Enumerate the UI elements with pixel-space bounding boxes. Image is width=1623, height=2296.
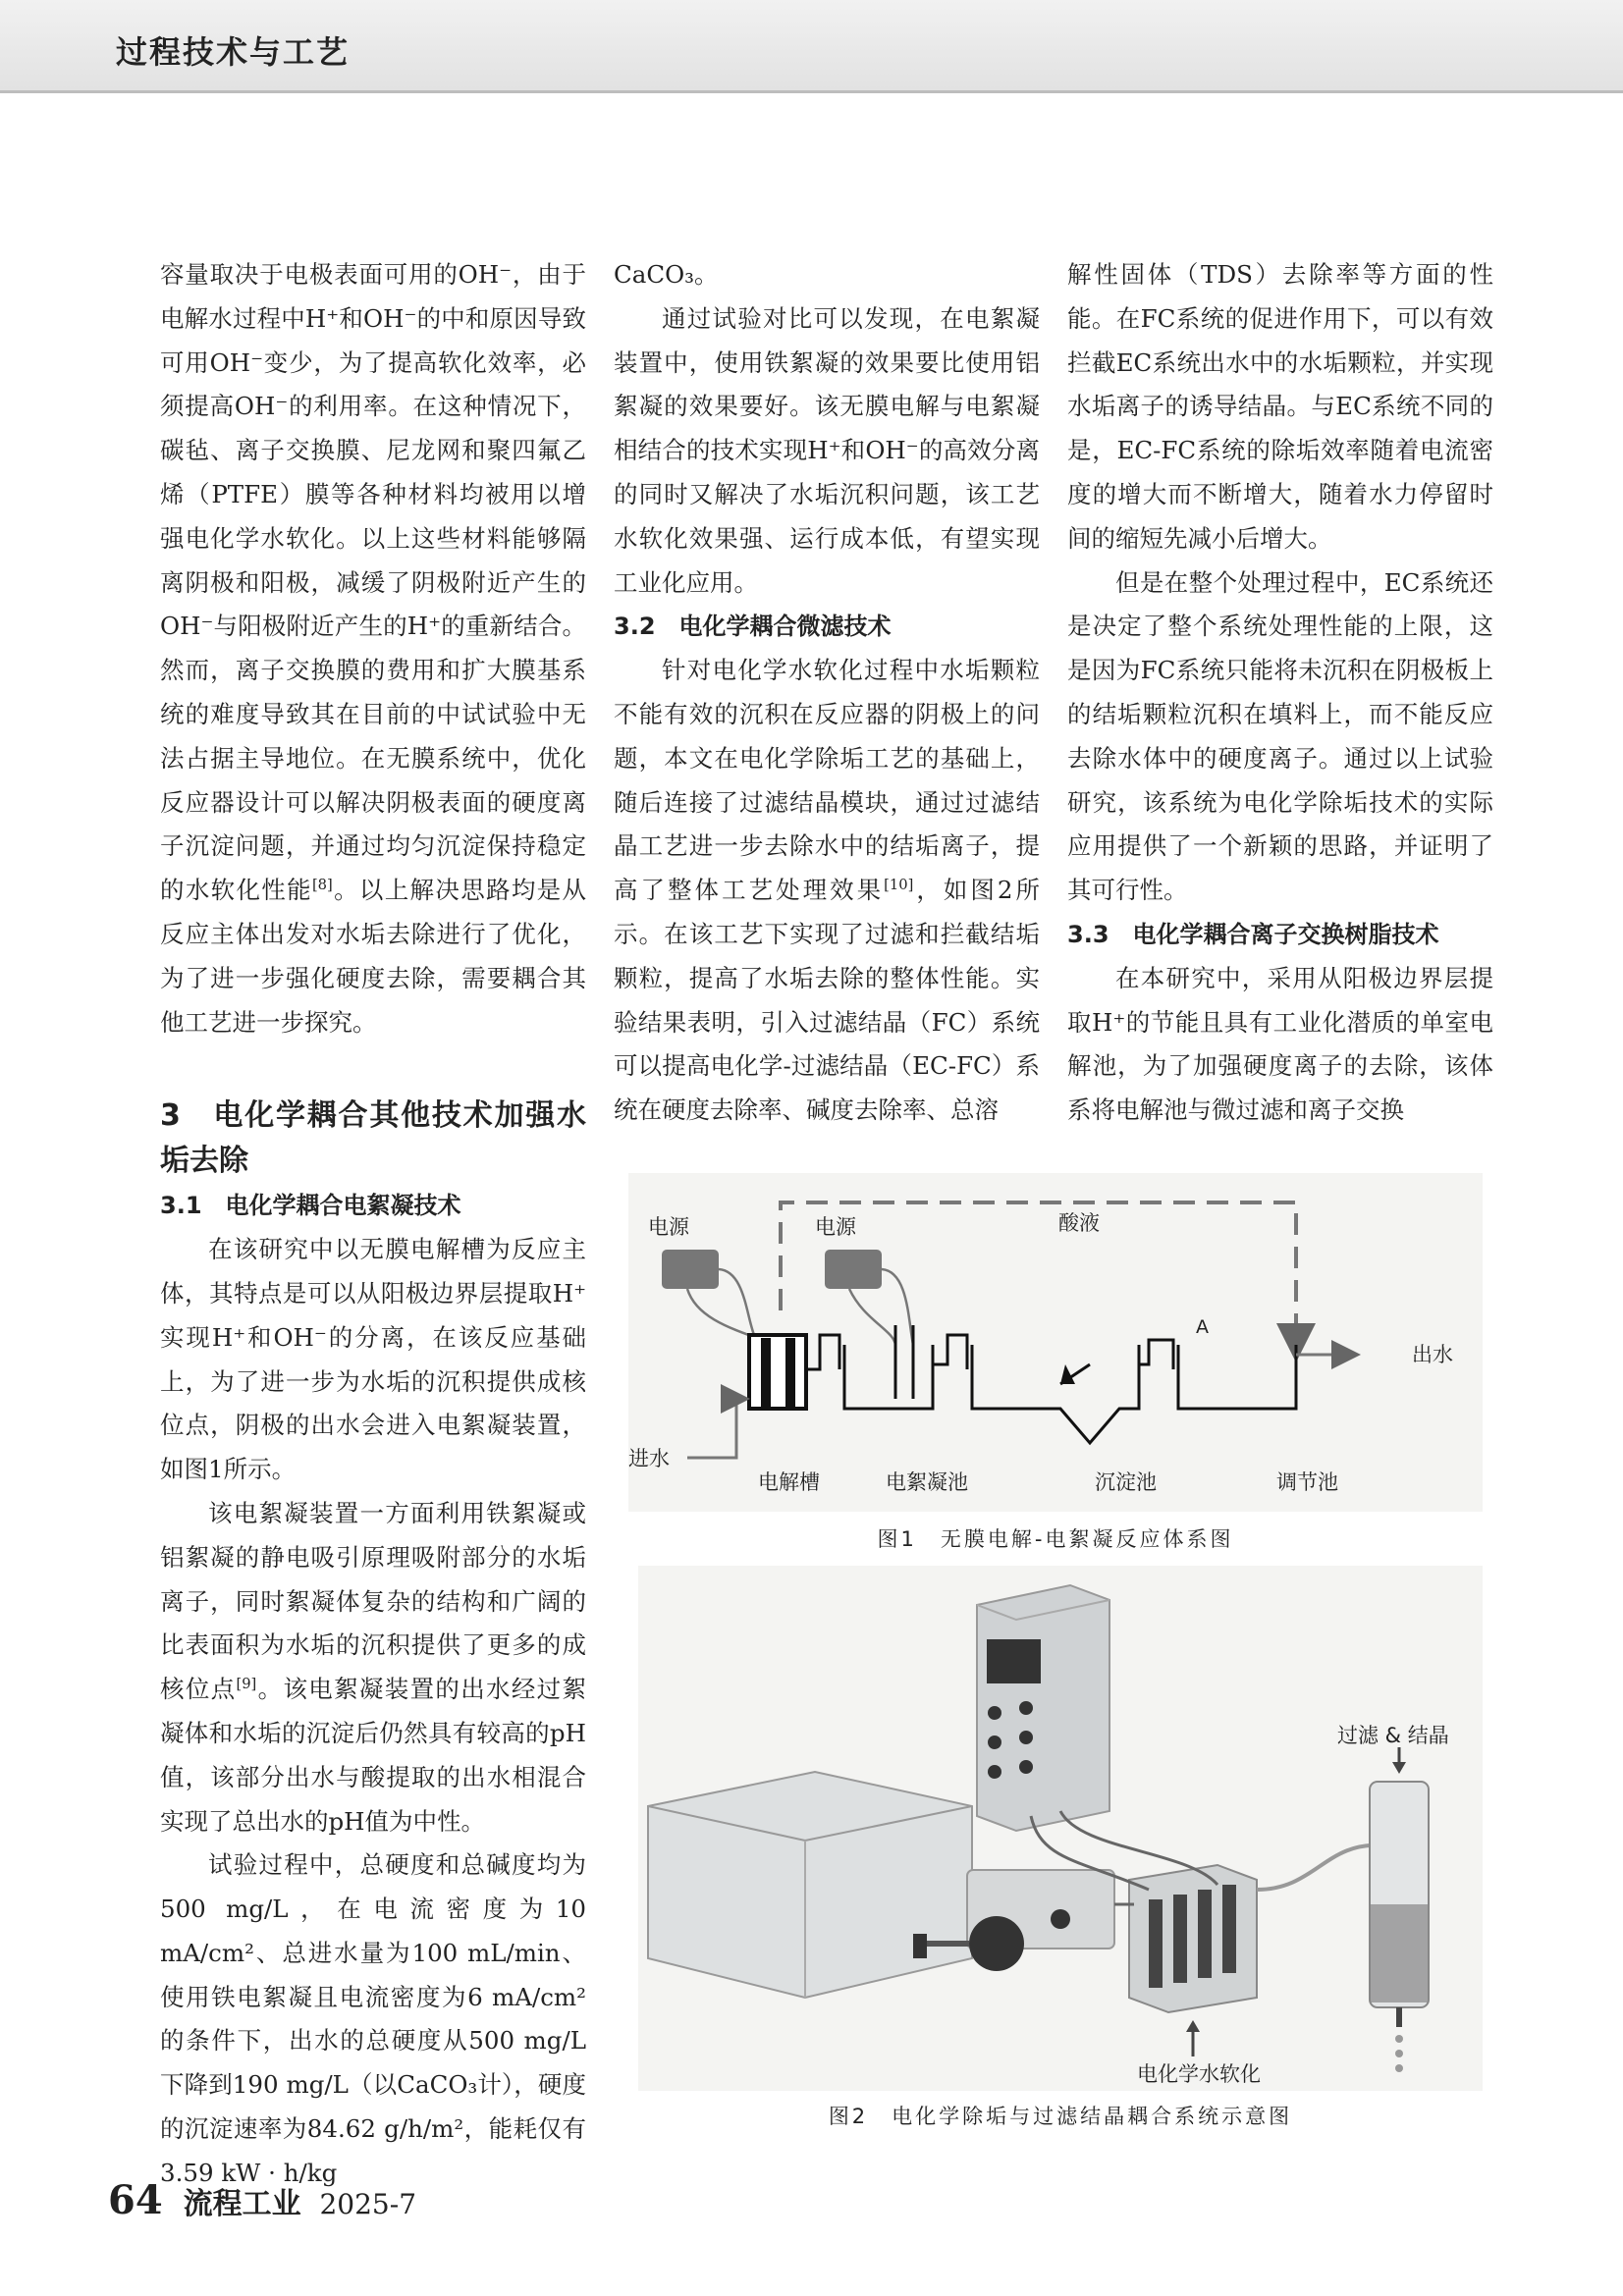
running-header <box>0 0 1623 93</box>
paragraph: 容量取决于电极表面可用的OH⁻，由于电解水过程中H⁺和OH⁻的中和原因导致可用OH⁻变少，为了提高软化效率，必须提高OH⁻的利用率。在这种情况下，碳毡、离子交换膜、尼龙网和聚四氟乙烯（PTFE）膜等各种材料均被用以增强电化学水软化。以上这些材料能够隔离阴极和阳极，减缓了阴极附近产生的OH⁻与阳极附近产生的H⁺的重新结合。然而，离子交换膜的费用和扩大膜基系统的难度导致其在目前的中试试验中无法占据主导地位。在无膜系统中，优化反应器设计可以解决阴极表面的硬度离子沉淀问题，并通过均匀沉淀保持稳定的水软化性能[8]。以上解决思路均是从反应主体出发对水垢去除进行了优化，为了进一步强化硬度去除，需要耦合其他工艺进一步探究。 <box>160 260 587 1037</box>
paragraph: 解性固体（TDS）去除率等方面的性能。在FC系统的促进作用下，可以有效拦截EC系统出水中的水垢颗粒，并实现水垢离子的诱导结晶。与EC系统不同的是，EC-FC系统的除垢效率随着电流密度的增大而不断增大，随着水力停留时间的缩短先减小后增大。 <box>1067 260 1493 553</box>
paragraph: 通过试验对比可以发现，在电絮凝装置中，使用铁絮凝的效果要比使用铝絮凝的效果要好。该无膜电解与电絮凝相结合的技术实现H⁺和OH⁻的高效分离的同时又解决了水垢沉积问题，该工艺水软化效果强、运行成本低，有望实现工业化应用。 <box>614 303 1040 597</box>
page-footer <box>108 2177 416 2223</box>
inlet-pipe <box>687 1399 744 1458</box>
tube <box>1257 1845 1384 1890</box>
text-column-1 <box>160 253 586 2196</box>
valve <box>913 1934 927 1958</box>
knob <box>1019 1701 1033 1715</box>
label-power-1: 电源 <box>648 1215 689 1239</box>
label-electrolysis-cell: 电解槽 <box>758 1470 820 1494</box>
issue-number: 2025-7 <box>319 2188 417 2220</box>
electrode-plate <box>1222 1885 1236 1973</box>
wire <box>849 1289 895 1345</box>
electrode <box>785 1338 795 1407</box>
label-settling-tank: 沉淀池 <box>1095 1470 1157 1494</box>
knob <box>988 1706 1001 1720</box>
power-supply-2 <box>825 1250 882 1289</box>
knob <box>1019 1731 1033 1744</box>
figure-1-diagram <box>628 1173 1483 1512</box>
arrow-up <box>1186 2020 1200 2032</box>
section-title: 过程技术与工艺 <box>116 33 351 71</box>
wire <box>882 1269 913 1345</box>
pump-knob <box>1051 1909 1070 1929</box>
drop <box>1395 2050 1403 2057</box>
settling-tank <box>972 1345 1139 1443</box>
paragraph: 在本研究中，采用从阳极边界层提取H⁺的节能且具有工业化潜质的单室电解池，为了加强硬度离子的去除，该体系将电解池与微过滤和离子交换 <box>1067 963 1493 1125</box>
electrode-plate <box>1173 1895 1187 1983</box>
label-ec-tank: 电絮凝池 <box>886 1470 968 1494</box>
pipe <box>933 1335 967 1369</box>
paragraph: 但是在整个处理过程中，EC系统还是决定了整个系统处理性能的上限，这是因为FC系统只能将未沉积在阴极板上的结垢颗粒沉积在填料上，而不能反应去除水体中的硬度离子。通过以上试验研究，该系统为电化学除垢技术的实际应用提供了一个新颖的思路，并证明了其可行性。 <box>1067 567 1493 905</box>
electrode-plate <box>1149 1899 1163 1988</box>
water-tank <box>648 1772 972 1998</box>
page-number: 64 <box>108 2177 163 2223</box>
adjust-tank <box>1178 1345 1296 1409</box>
label-power-2: 电源 <box>815 1215 856 1239</box>
subsection-heading-3-3: 3.3 电化学耦合离子交换树脂技术 <box>1067 920 1439 948</box>
label-filter-crystallize: 过滤 & 结晶 <box>1337 1724 1449 1747</box>
figure-1 <box>628 1173 1483 1512</box>
ec-tank <box>844 1345 933 1409</box>
electrochemical-cell <box>1129 1865 1257 2012</box>
paragraph: 该电絮凝装置一方面利用铁絮凝或铝絮凝的静电吸引原理吸附部分的水垢离子，同时絮凝体复杂的结构和广阔的比表面积为水垢的沉积提供了更多的成核位点[9]。该电絮凝装置的出水经过絮凝体和水垢的沉淀后仍然具有较高的pH值，该部分出水与酸提取的出水相混合实现了总出水的pH值为中性。 <box>160 1498 587 1836</box>
figure-2-caption: 图2 电化学除垢与过滤结晶耦合系统示意图 <box>828 2105 1293 2128</box>
paragraph: 试验过程中，总硬度和总碱度均为500 mg/L，在电流密度为10 mA/cm²、总进水量为100 mL/min、使用铁电絮凝且电流密度为6 mA/cm²的条件下，出水的总硬度从500 mg/L下降到190 mg/L（以CaCO₃计），硬度的沉淀速率为84.62 g/h/m²，能耗仅有3.59 kW · h/kg <box>160 1850 586 2187</box>
label-outlet: 出水 <box>1412 1343 1453 1366</box>
label-adjust-tank: 调节池 <box>1276 1470 1338 1494</box>
drop <box>1395 2035 1403 2043</box>
paragraph: 在该研究中以无膜电解槽为反应主体，其特点是可以从阳极边界层提取H⁺实现H⁺和OH⁻的分离，在该反应基础上，为了进一步为水垢的沉积提供成核位点，阴极的出水会进入电絮凝装置，如图1所示。 <box>160 1235 586 1484</box>
journal-name: 流程工业 <box>183 2187 301 2221</box>
citation: [10] <box>884 877 914 893</box>
citation: [8] <box>311 877 333 893</box>
figure-1-caption: 图1 无膜电解-电絮凝反应体系图 <box>877 1527 1234 1551</box>
drop <box>1395 2064 1403 2072</box>
citation: [9] <box>236 1675 257 1692</box>
display-panel <box>987 1639 1041 1683</box>
paragraph: 针对电化学水软化过程中水垢颗粒不能有效的沉积在反应器的阴极上的问题，本文在电化学除垢工艺的基础上，随后连接了过滤结晶模块，通过过滤结晶工艺进一步去除水中的结垢离子，提高了整体工艺处理效果[10]，如图2所示。在该工艺下实现了过滤和拦截结垢颗粒，提高了水垢去除的整体性能。实验结果表明，引入过滤结晶（FC）系统可以提高电化学-过滤结晶（EC-FC）系统在硬度去除率、碱度去除率、总溶 <box>614 656 1040 1125</box>
figure-2-diagram <box>638 1566 1483 2091</box>
knob <box>988 1735 1001 1749</box>
knob <box>988 1765 1001 1779</box>
power-supply-1 <box>662 1250 719 1289</box>
knob <box>1019 1760 1033 1774</box>
pipe <box>806 1335 839 1369</box>
electrode <box>761 1338 771 1407</box>
label-inlet: 进水 <box>628 1447 670 1470</box>
label-acid: 酸液 <box>1058 1211 1100 1235</box>
arrow-down <box>1392 1762 1406 1774</box>
figure-2 <box>638 1566 1483 2091</box>
paragraph: CaCO₃。 <box>614 260 719 289</box>
subsection-heading-3-2: 3.2 电化学耦合微滤技术 <box>614 613 892 641</box>
label-electrochemical-softening: 电化学水软化 <box>1137 2062 1261 2086</box>
electrode-plate <box>1198 1890 1212 1978</box>
pipe <box>1139 1340 1173 1369</box>
pump-head <box>969 1916 1024 1971</box>
filter-media <box>1370 1904 1429 2002</box>
subsection-heading-3-1: 3.1 电化学耦合电絮凝技术 <box>160 1192 461 1220</box>
text-column-2 <box>614 253 1040 1133</box>
text-column-3 <box>1067 253 1493 1133</box>
section-heading-3: 3 电化学耦合其他技术加强水垢去除 <box>160 1098 586 1179</box>
electrolysis-cell <box>749 1335 806 1409</box>
label-point-a: A <box>1196 1316 1209 1338</box>
